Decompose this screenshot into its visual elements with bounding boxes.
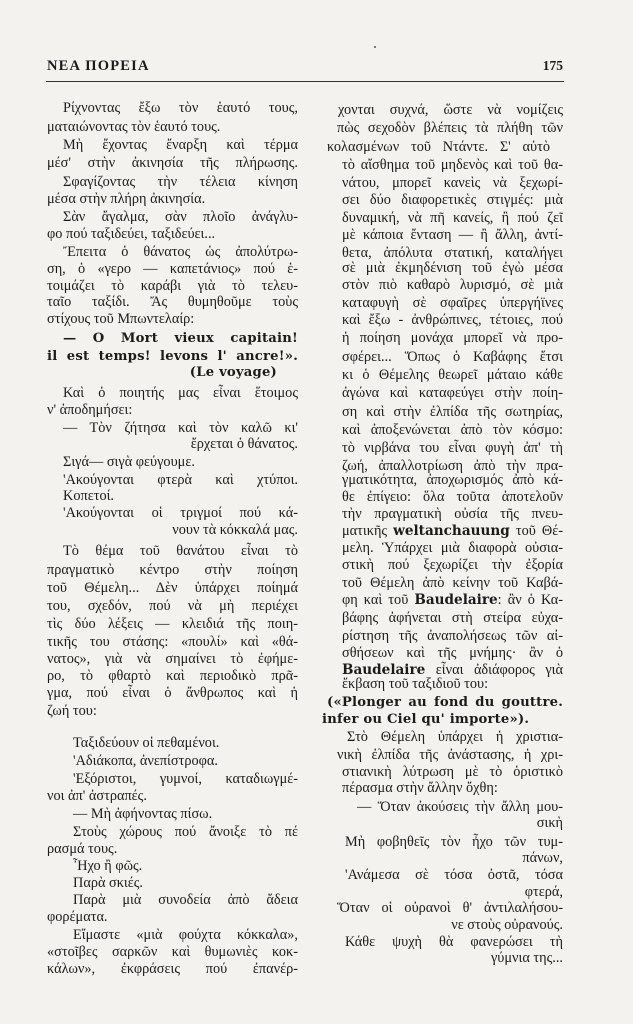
text-line: νε στοὺς οὐρανούς. (451, 917, 563, 933)
text-segment: : ἂν ὁ Κα- (497, 592, 563, 608)
bold-text-segment: infer ou Ciel qu' importe»). (322, 712, 530, 727)
text-line: Μὴ ἔχοντας ἔναρξη καὶ τέρμα (63, 137, 298, 153)
text-line: Ὅταν οἱ οὐρανοὶ θ' ἀντιλαλήσου- (337, 900, 563, 916)
text-line: Καὶ ὁ ποιητής μας εἶναι ἕτοιμος (63, 385, 298, 401)
text-line: σφέρει... Ὅπως ὁ Καβάφης ἔτσι (342, 349, 563, 365)
text-line: δυναμική, νὰ πῆ κανείς, ἢ πού ζεῖ (342, 210, 563, 226)
text-segment: εἶναι ἀδιάφορος γιὰ (425, 662, 563, 678)
text-line: κολασμένων τοῦ Ντάντε. Σ' αὐτὸ (327, 139, 550, 155)
bold-text-segment: («Plonger au fond du gouttre. (327, 695, 563, 710)
text-line: ματαιώνοντας τὸν ἑαυτό τους. (47, 119, 221, 135)
text-line: γματικότητα, ἀποχωρισμός ἀπὸ κά- (342, 472, 563, 488)
text-line: ἔρχεται ὁ θάνατος. (190, 436, 298, 452)
bold-text-segment: weltanchauung (393, 523, 510, 539)
text-line: ἡ ποίηση μονάχα μπορεῖ νὰ προ- (342, 330, 563, 346)
text-line: θε ἐπίγειο: ὅλα τοῦτα ἀποτελοῦν (342, 489, 563, 505)
text-line: ση καὶ στὴν ἐλπίδα τῆς σωτηρίας, (342, 404, 563, 420)
text-line: Παρὰ μιὰ συνοδεία ἀπὸ ἄδεια (73, 892, 298, 908)
text-line: βάφης ἀφήνεται στὴ στείρα εὐχα- (342, 610, 563, 626)
text-line: Ἔπειτα ὁ θάνατος ὡς ἀπολύτρω- (63, 244, 298, 260)
running-header-title: ΝΕΑ ΠΟΡΕΙΑ (47, 58, 150, 74)
text-line: πάνων, (522, 850, 563, 866)
text-line: τὴν πραγματικὴ οὐσία τῆς πνευ- (342, 506, 563, 522)
bold-text-segment: Baudelaire (342, 662, 426, 678)
text-line: στὸν πιὸ καθαρὸ λυρισμό, σὲ μιὰ (342, 277, 563, 293)
text-line: γύμνια της... (490, 950, 563, 966)
text-line: ση, ὁ «γερο — καπετάνιος» πού ἑ- (47, 261, 298, 277)
text-line: νουν τὰ κόκκαλά μας. (172, 522, 298, 538)
text-line: μὲ κάποια ἔνταση — ἢ ἄλλη, ἀντί- (342, 227, 563, 243)
text-line: στίχους τοῦ Μπωντελαίρ: (47, 311, 195, 327)
page-number: 175 (542, 58, 563, 73)
text-line: τὸ νιρβάνα του εἶναι φυγὴ ἀπ' τὴ (342, 440, 563, 456)
text-line: Σφαγίζοντας τὴν τέλεια κίνηση (63, 174, 298, 190)
text-line: στικὴ πού ξεχωρίζει τὴν ἐξορία (342, 557, 563, 573)
text-line: Παρὰ σκιές. (73, 875, 144, 891)
text-line: Κοπετοί. (63, 488, 115, 504)
text-line: «στοῖβες σαρκῶν καὶ θυμωνιὲς κοκ- (47, 944, 298, 960)
text-line: Σιγά— σιγὰ φεύγουμε. (63, 454, 195, 470)
text-line: τὸ αἴσθημα τοῦ μηδενὸς καὶ τοῦ θα- (342, 157, 563, 173)
text-line: χονται συχνά, ὥστε νὰ νομίζεις (338, 102, 563, 118)
text-line: νοι ἀπ' ἀστραπές. (47, 788, 147, 804)
text-line: Μὴ φοβηθεῖς τὸν ἦχο τῶν τυμ- (345, 834, 563, 850)
text-line: φορέματα. (47, 909, 108, 925)
bold-text-segment: — O Mort vieux capitain! (63, 331, 298, 346)
text-line: σθήσεων καὶ τῆς μνήμης· ἂν ὁ (342, 645, 563, 661)
text-line: πραγματικὸ κέντρο στὴν ποίηση (47, 562, 298, 578)
text-line: μελη. Ὑπάρχει μιὰ διαφορὰ οὐσια- (342, 540, 563, 556)
text-line: κι ὁ Θέμελης θεωρεῖ μάταιο κάθε (342, 367, 563, 383)
text-line: μέσ' στὴν ἀκινησία τῆς πλήρωσης. (47, 155, 298, 171)
text-line: ρίστηση τῆς ἀναπολήσεως τῶν αἰ- (342, 628, 563, 644)
text-line: πὼς σεχοδὸν βλέπεις τὰ πλήθη τῶν (337, 120, 563, 136)
text-line: — Τὸν ζήτησα καὶ τὸν καλῶ κι' (63, 420, 298, 436)
text-line (322, 710, 563, 728)
text-segment: τοῦ Θέ- (509, 523, 563, 539)
text-line: Τὸ θέμα τοῦ θανάτου εἶναι τὸ (63, 543, 298, 559)
text-line: ν' ἀποδημήσει: (47, 402, 133, 418)
text-line: τοιμάζει τὸ καράβι γιὰ τὸ τελευ- (47, 278, 298, 294)
text-line: ἔκβαση τοῦ ταξιδιοῦ του: (342, 676, 489, 692)
text-line: καὶ ἔξω - ἀνθρώπινες, τέτοιες, πού (342, 312, 563, 328)
text-line: ἀγώνα καὶ καταφεύγει στὴν ποίη- (342, 385, 563, 401)
text-segment: φη καὶ τοῦ (342, 592, 415, 608)
text-line (342, 591, 563, 609)
text-line (327, 693, 563, 711)
text-line: του, σχεδόν, πού νὰ μὴ περιέχει (47, 598, 298, 614)
text-line: τικῆς του στάσης: «πουλί» καὶ «θά- (47, 634, 298, 650)
text-line: ταῖο ταξίδι. Ἄς θυμηθοῦμε τοὺς (47, 294, 298, 310)
text-line: θετα, ἀπόλυτα στατική, καταλήγει (342, 245, 563, 261)
text-line: καὶ ἀποξενώνεται ἀπὸ τὸν κόσμο: (342, 422, 563, 438)
text-line: πέρασμα στὴν ἄλλην ὄχθη: (342, 780, 498, 796)
text-line: μέσα στὴν πλήρη ἀκινησία. (47, 191, 206, 207)
text-line: Στοὺς χώρους πού ἄνοιξε τὸ πέ (73, 824, 298, 840)
text-line: καταφυγὴ σὲ σφαῖρες ὑπεργήϊνες (342, 295, 563, 311)
text-line: — Μὴ ἀφήνοντας πίσω. (73, 806, 213, 822)
scan-speck (374, 46, 376, 48)
text-line: ζωή, ἀπαλλοτρίωση ἀπὸ τὴν πρα- (342, 458, 563, 474)
text-line: τοῦ Θέμελη ἀπὸ κείνην τοῦ Καβά- (342, 575, 563, 591)
bold-text-segment: Baudelaire (414, 592, 498, 608)
text-line: 'Ακούγονται οἱ τριγμοί πού κά- (63, 505, 298, 521)
text-line: σικὴ (536, 815, 563, 831)
text-line: 'Αδιάκοπα, ἀνεπίστροφα. (73, 753, 218, 769)
text-line: ρο, τὸ φθαρτὸ καὶ περιοδικὸ πρᾶ- (47, 668, 298, 684)
text-line (342, 522, 563, 540)
text-line: κάλων», ἐκφράσεις πού ἐπανέρ- (47, 961, 298, 977)
text-line: ζωή του: (47, 703, 97, 719)
text-line: 'Ακούγονται φτερὰ καὶ χτύποι. (63, 472, 298, 488)
text-line: Σὰν ἄγαλμα, σὰν πλοῖο ἀνάγλυ- (63, 209, 298, 225)
header-rule (46, 81, 564, 82)
text-line: Ἦχο ἢ φῶς. (73, 858, 143, 874)
text-line: σὲ μιὰ ἐκμηδένιση τοῦ ἐγὼ μέσα (342, 260, 563, 276)
text-line: σει δύο διαφορετικὲς στιγμές: μιὰ (342, 192, 563, 208)
text-line: Ταξιδεύουν οἱ πεθαμένοι. (73, 735, 220, 751)
text-line: νατος», γιὰ νὰ σημαίνει τὸ ἐφήμε- (47, 651, 298, 667)
text-segment: ματικῆς (342, 523, 394, 539)
text-line (47, 363, 277, 381)
bold-text-segment: (Le voyage) (189, 365, 277, 380)
text-line: 'Ανάμεσα σὲ τόσα ὀστᾶ, τόσα (345, 867, 563, 883)
text-line: νικὴ ἐλπίδα τῆς ἀνάστασης, ἡ χρι- (337, 747, 563, 763)
bold-text-segment: il est temps! levons l' ancre!». (47, 349, 298, 364)
text-line: Κάθε ψυχὴ θὰ φανερώσει τὴ (345, 934, 563, 950)
text-line: φο πού ταξιδεύει, ταξιδεύει... (47, 226, 216, 242)
text-line: γμα, πού εἶναι ὁ ἄνθρωπος καὶ ἡ (47, 685, 298, 701)
text-line: — Ὅταν ἀκούσεις τὴν ἄλλη μου- (357, 799, 563, 815)
text-line: στιανικὴ λύτρωση μὲ τὸ ὁριστικὸ (342, 764, 563, 780)
text-line: νάτου, μπορεῖ κανεὶς νὰ ξεχωρί- (342, 175, 563, 191)
text-line: Ρίχνοντας ἔξω τὸν ἑαυτό τους, (63, 100, 298, 116)
text-line: 'Εξόριστοι, γυμνοί, καταδιωγμέ- (73, 771, 298, 787)
text-line (63, 329, 298, 347)
text-line: τὶς δύο λέξεις — κλειδιά τῆς ποιη- (47, 616, 298, 632)
text-line: Στὸ Θέμελη ὑπάρχει ἡ χριστια- (347, 729, 563, 745)
text-line: Εἴμαστε «μιὰ φούχτα κόκκαλα», (73, 927, 298, 943)
text-line: τοῦ Θέμελη... Δὲν ὑπάρχει ποίημά (47, 580, 298, 596)
text-line: φτερά, (524, 884, 563, 900)
text-line: ρασμά τους. (47, 841, 118, 857)
